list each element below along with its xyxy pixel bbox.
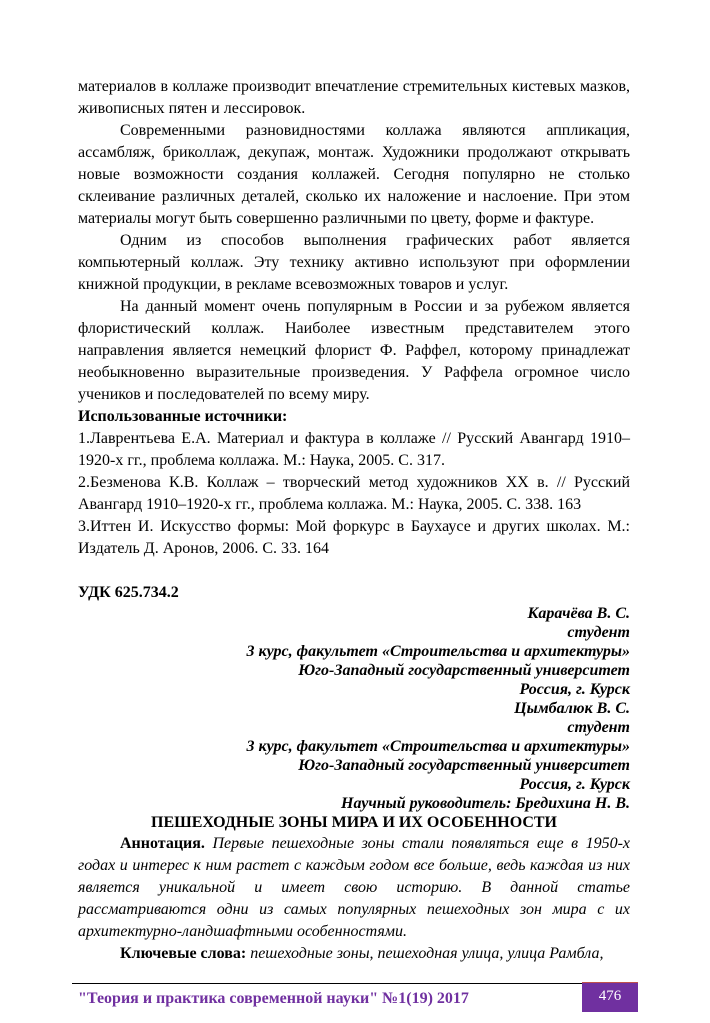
keywords-label: Ключевые слова:	[120, 945, 247, 962]
paragraph: Одним из способов выполнения графических работ является компьютерный коллаж. Эту технику активно используют при оформлении книжной продукции, в рекламе всевозможных товаров и услуг.	[78, 232, 630, 293]
author-position: студент	[567, 624, 630, 641]
references-section	[78, 406, 630, 560]
reference-item: 3.Иттен И. Искусство формы: Мой форкурс в Баухаусе и других школах. М.: Издатель Д. Аронов, 2006. С. 33. 164	[78, 518, 630, 557]
references-title: Использованные источники:	[78, 408, 288, 425]
footer-divider	[72, 983, 582, 984]
paragraph: Современными разновидностями коллажа являются аппликация, ассамбляж, бриколлаж, декупаж, монтаж. Художники продолжают открывать новые возможности создания коллажей. Сегодня популярно не столько склеивание различных деталей, сколько их наложение и наслоение. При этом материалы могут быть совершенно различными по цвету, форме и фактуре.	[78, 122, 630, 227]
abstract-label: Аннотация.	[120, 835, 205, 852]
page-footer	[72, 983, 638, 1023]
body-text	[78, 76, 630, 406]
udk-code: УДК 625.734.2	[78, 584, 179, 601]
author-faculty: 3 курс, факультет «Строительства и архитектуры»	[246, 738, 630, 755]
paragraph: материалов в коллаже производит впечатление стремительных кистевых мазков, живописных пятен и лессировок.	[78, 78, 630, 117]
author-university: Юго-Западный государственный университет	[298, 757, 630, 774]
page-content	[78, 0, 630, 973]
author-name: Цымбалюк В. С.	[514, 700, 630, 717]
keywords-text: пешеходные зоны, пешеходная улица, улица Рамбла,	[250, 945, 604, 962]
abstract-text: Первые пешеходные зоны стали появляться еще в 1950-х годах и интерес к ним растет с каждым годом все больше, ведь каждая из них является уникальной и имеет свою историю. В данной статье рассматриваются одни из самых популярных пешеходных зон мира с их архитектурно-ландшафтными особенностями.	[78, 835, 631, 940]
author-faculty: 3 курс, факультет «Строительства и архитектуры»	[246, 643, 630, 660]
author-location: Россия, г. Курск	[519, 681, 630, 698]
abstract-paragraph	[78, 833, 630, 943]
author-position: студент	[567, 719, 630, 736]
keywords-paragraph	[78, 943, 630, 965]
reference-item: 1.Лаврентьева Е.А. Материал и фактура в коллаже // Русский Авангард 1910–1920-х гг., проблема коллажа. М.: Наука, 2005. С. 317.	[78, 430, 630, 469]
scientific-advisor: Научный руководитель: Бредихина Н. В.	[341, 795, 630, 812]
article-title: ПЕШЕХОДНЫЕ ЗОНЫ МИРА И ИХ ОСОБЕННОСТИ	[151, 814, 557, 831]
paragraph: На данный момент очень популярным в России и за рубежом является флористический коллаж. Наиболее известным представителем этого направления является немецкий флорист Ф. Раффел, которому принадлежат необыкновенно выразительные произведения. У Раффела огромное число учеников и последователей по всему миру.	[78, 298, 630, 403]
author-university: Юго-Западный государственный университет	[298, 662, 630, 679]
author-name: Карачёва В. С.	[527, 605, 630, 622]
author-location: Россия, г. Курск	[519, 776, 630, 793]
reference-item: 2.Безменова К.В. Коллаж – творческий метод художников XX в. // Русский Авангард 1910–1920-х гг., проблема коллажа. М.: Наука, 2005. С. 338. 163	[78, 474, 630, 513]
author-block	[78, 604, 630, 813]
journal-title: "Теория и практика современной науки" №1(19) 2017	[78, 990, 469, 1007]
abstract-section	[78, 833, 630, 965]
page-number: 476	[582, 982, 638, 1012]
